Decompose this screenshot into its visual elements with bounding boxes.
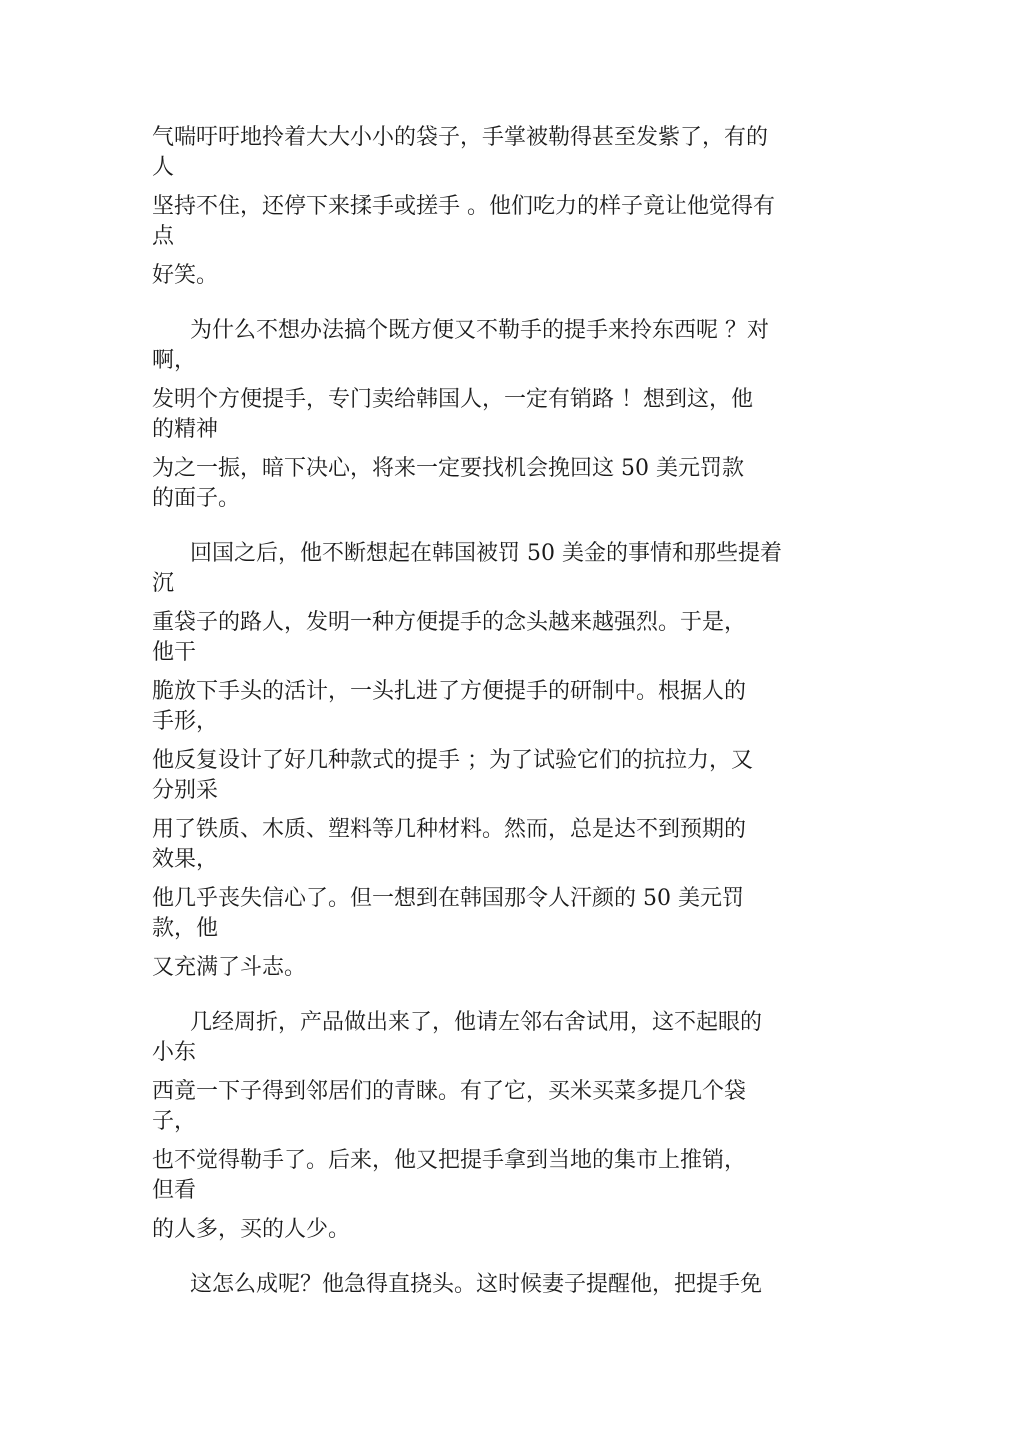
text-line: 这怎么成呢？他急得直挠头。这时候妻子提醒他，把提手免 [190,1272,763,1297]
text-line-wrap: 款，他 [152,916,219,941]
paragraph-3 [152,539,832,983]
text-line-wrap: 他干 [152,640,197,665]
text-line: 也不觉得勒手了。后来，他又把提手拿到当地的集市上推销， [152,1148,747,1173]
text-line: 为什么不想办法搞个既方便又不勒手的提手来拎东西呢 ？对 [190,318,769,343]
text-line-wrap: 分别采 [152,778,219,803]
text-line: 为之一振，暗下决心，将来一定要找机会挽回这 50 美元罚款 [152,456,744,481]
text-line-wrap: 点 [152,224,175,249]
body-text [152,123,832,1300]
text-line-wrap: 效果， [152,847,219,872]
paragraph-4 [152,1008,832,1245]
paragraph-5 [152,1270,832,1300]
text-line: 几经周折，产品做出来了，他请左邻右舍试用，这不起眼的 [190,1010,763,1035]
text-line: 重袋子的路人，发明一种方便提手的念头越来越强烈。于是， [152,610,747,635]
text-line-wrap: 沉 [152,571,175,596]
text-line-wrap: 啊， [152,348,197,373]
text-line-wrap: 的精神 [152,417,219,442]
text-line: 又充满了斗志。 [152,955,307,980]
text-line: 回国之后，他不断想起在韩国被罚 50 美金的事情和那些提着 [190,541,782,566]
text-line-wrap: 的面子。 [152,486,241,511]
text-line: 他反复设计了好几种款式的提手 ；为了试验它们的抗拉力，又 [152,748,753,773]
text-line-wrap: 子， [152,1109,197,1134]
text-line: 脆放下手头的活计，一头扎进了方便提手的研制中。根据人的 [152,679,747,704]
text-line-wrap: 手形， [152,709,219,734]
text-line: 发明个方便提手，专门卖给韩国人，一定有销路 ！想到这，他 [152,387,753,412]
text-line-wrap: 小东 [152,1040,197,1065]
text-line: 好笑。 [152,263,219,288]
paragraph-2 [152,316,832,514]
paragraph-1 [152,123,832,291]
text-line-wrap: 人 [152,155,175,180]
text-line: 坚持不住，还停下来揉手或搓手 。他们吃力的样子竟让他觉得有 [152,194,775,219]
text-line: 气喘吁吁地拎着大大小小的袋子，手掌被勒得甚至发紫了，有的 [152,125,769,150]
text-line: 他几乎丧失信心了。但一想到在韩国那令人汗颜的 50 美元罚 [152,886,744,911]
text-line: 用了铁质、木质、塑料等几种材料。然而，总是达不到预期的 [152,817,747,842]
text-line: 西竟一下子得到邻居们的青睐。有了它，买米买菜多提几个袋 [152,1079,747,1104]
text-line-wrap: 但看 [152,1178,197,1203]
text-line: 的人多，买的人少。 [152,1217,351,1242]
